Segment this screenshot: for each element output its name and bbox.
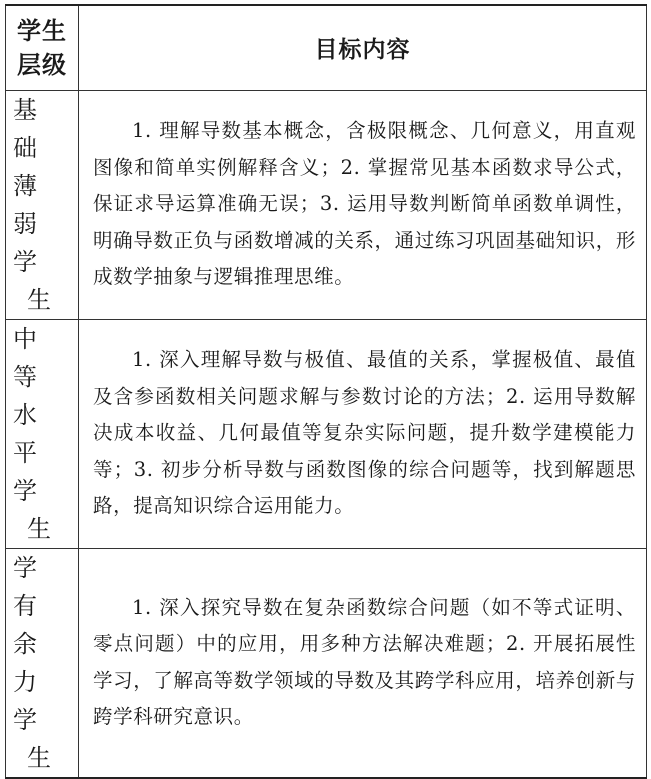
header-level-label: 学生层级 — [17, 16, 67, 79]
table-row-basic — [6, 90, 647, 319]
level-cell-intermediate — [6, 319, 79, 548]
table-row-advanced — [6, 548, 647, 778]
content-cell-advanced: 1. 深入探究导数在复杂函数综合问题（如不等式证明、零点问题）中的应用，用多种方法解决难题；2. 开展拓展性学习，了解高等数学领域的导数及其跨学科应用，培养创新与跨学科研究意识。 — [79, 548, 647, 778]
header-content-cell — [79, 5, 647, 90]
table-header-row — [6, 5, 647, 90]
level-label-basic: 基础薄弱学生 — [13, 95, 57, 314]
content-cell-intermediate: 1. 深入理解导数与极值、最值的关系，掌握极值、最值及含参函数相关问题求解与参数讨论的方法；2. 运用导数解决成本收益、几何最值等复杂实际问题，提升数学建模能力等；3. 初步分析导数与函数图像的综合问题等，找到解题思路，提高知识综合运用能力。 — [79, 319, 647, 548]
learning-goals-table — [5, 4, 647, 779]
level-label-intermediate: 中等水平学生 — [13, 324, 57, 543]
header-content-label: 目标内容 — [314, 37, 411, 64]
content-cell-basic: 1. 理解导数基本概念，含极限概念、几何意义，用直观图像和简单实例解释含义；2. 掌握常见基本函数求导公式，保证求导运算准确无误；3. 运用导数判断简单函数单调性，明确导数正负与函数增减的关系，通过练习巩固基础知识，形成数学抽象与逻辑推理思维。 — [79, 90, 647, 319]
table-row-intermediate — [6, 319, 647, 548]
level-cell-basic — [6, 90, 79, 319]
header-level-cell — [6, 5, 79, 90]
level-cell-advanced — [6, 548, 79, 778]
level-label-advanced: 学有余力学生 — [13, 553, 57, 772]
